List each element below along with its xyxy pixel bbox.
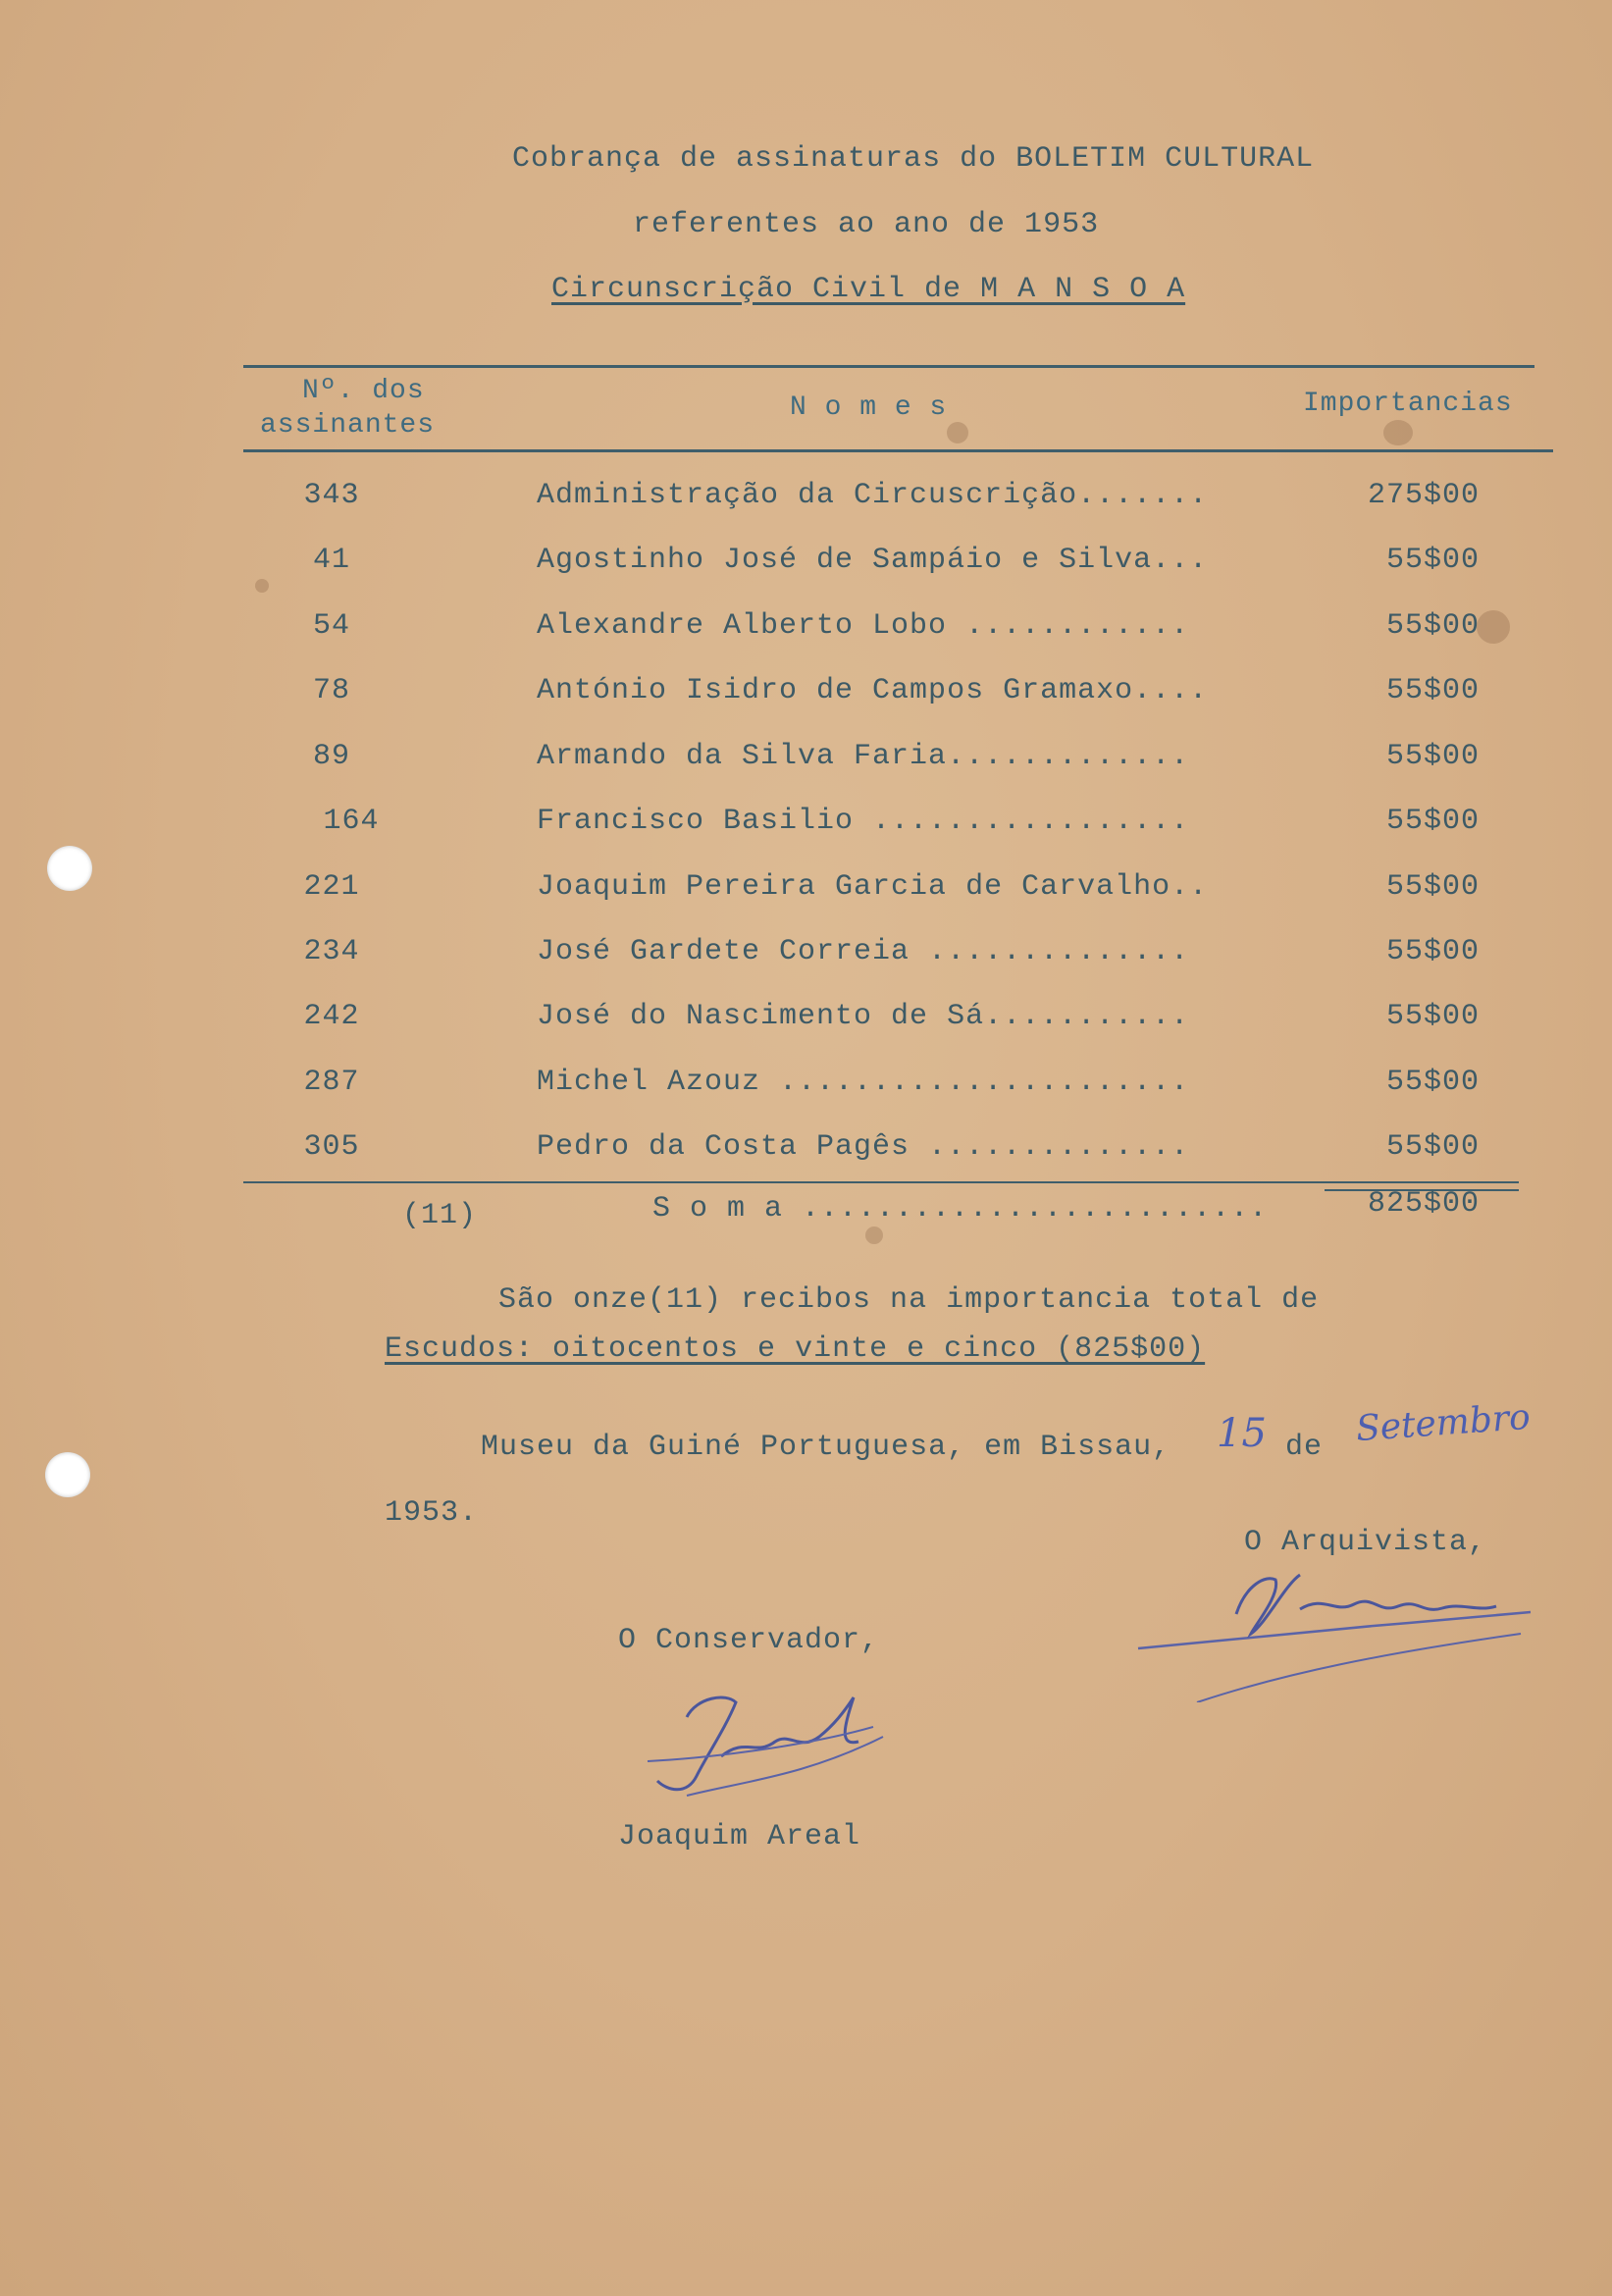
conservator-title: O Conservador, [618,1624,880,1657]
table-row [0,1000,1612,1065]
row-amount: 55$00 [1385,935,1480,968]
row-number: 305 [303,1130,360,1164]
table-row [0,1066,1612,1130]
row-name: Joaquim Pereira Garcia de Carvalho.. [537,870,1209,904]
row-number: 242 [303,1000,360,1033]
row-name: Alexandre Alberto Lobo ............ [537,609,1190,643]
document-subtitle: referentes ao ano de 1953 [633,208,1100,241]
total-count: (11) [402,1199,478,1232]
row-number: 41 [312,544,350,577]
row-number: 221 [303,870,360,904]
row-number: 89 [312,740,350,773]
table-row [0,609,1612,674]
handwritten-month: Setembro [1354,1396,1533,1450]
table-row [0,805,1612,869]
header-number-line1: Nº. dos [302,376,425,406]
row-name: José do Nascimento de Sá........... [537,1000,1190,1033]
row-amount: 55$00 [1385,1000,1480,1033]
table-row [0,1130,1612,1195]
row-number: 164 [323,805,380,838]
row-amount: 275$00 [1367,479,1480,512]
row-amount: 55$00 [1385,609,1480,643]
row-number: 343 [303,479,360,512]
date-year: 1953. [385,1496,479,1530]
summary-line-2: Escudos: oitocentos e vinte e cinco (825$00) [385,1332,1206,1366]
table-row [0,479,1612,544]
table-row [0,544,1612,608]
place-line: Museu da Guiné Portuguesa, em Bissau, [481,1431,1171,1464]
row-name: António Isidro de Campos Gramaxo.... [537,674,1209,707]
paper-stain [947,422,968,444]
row-name: Administração da Circuscrição....... [537,479,1209,512]
header-names: N o m e s [790,392,948,423]
header-amounts: Importancias [1303,389,1513,419]
row-name: Pedro da Costa Pagês .............. [537,1130,1190,1164]
conservator-name: Joaquim Areal [618,1820,861,1853]
header-number-line2: assinantes [260,410,436,441]
summary-line-1: São onze(11) recibos na importancia total de [498,1283,1320,1317]
paper-stain [865,1226,883,1244]
row-name: Michel Azouz ...................... [537,1066,1190,1099]
archivist-signature [1128,1555,1540,1702]
row-number: 78 [312,674,350,707]
row-amount: 55$00 [1385,1130,1480,1164]
total-label: S o m a ......................... [652,1192,1269,1226]
table-row [0,740,1612,805]
row-amount: 55$00 [1385,740,1480,773]
total-amount: 825$00 [1367,1187,1480,1221]
document-title: Cobrança de assinaturas do BOLETIM CULTURAL [512,142,1315,176]
table-row [0,935,1612,1000]
row-amount: 55$00 [1385,870,1480,904]
table-top-rule [243,365,1534,368]
row-name: Armando da Silva Faria............. [537,740,1190,773]
archivist-title: O Arquivista, [1244,1526,1487,1559]
row-name: Francisco Basilio ................. [537,805,1190,838]
district-heading: Circunscrição Civil de M A N S O A [551,273,1186,306]
punch-hole-bottom [45,1452,90,1497]
handwritten-day: 15 [1217,1411,1267,1456]
row-amount: 55$00 [1385,674,1480,707]
date-de: de [1285,1431,1324,1464]
total-rule-upper [243,1181,1519,1183]
row-number: 54 [312,609,350,643]
table-row [0,674,1612,739]
table-row [0,870,1612,935]
row-name: José Gardete Correia .............. [537,935,1190,968]
paper-stain [1383,420,1413,445]
row-amount: 55$00 [1385,1066,1480,1099]
row-name: Agostinho José de Sampáio e Silva... [537,544,1209,577]
conservator-signature [628,1688,903,1815]
row-number: 234 [303,935,360,968]
row-amount: 55$00 [1385,544,1480,577]
row-number: 287 [303,1066,360,1099]
table-header-rule [243,449,1553,452]
row-amount: 55$00 [1385,805,1480,838]
